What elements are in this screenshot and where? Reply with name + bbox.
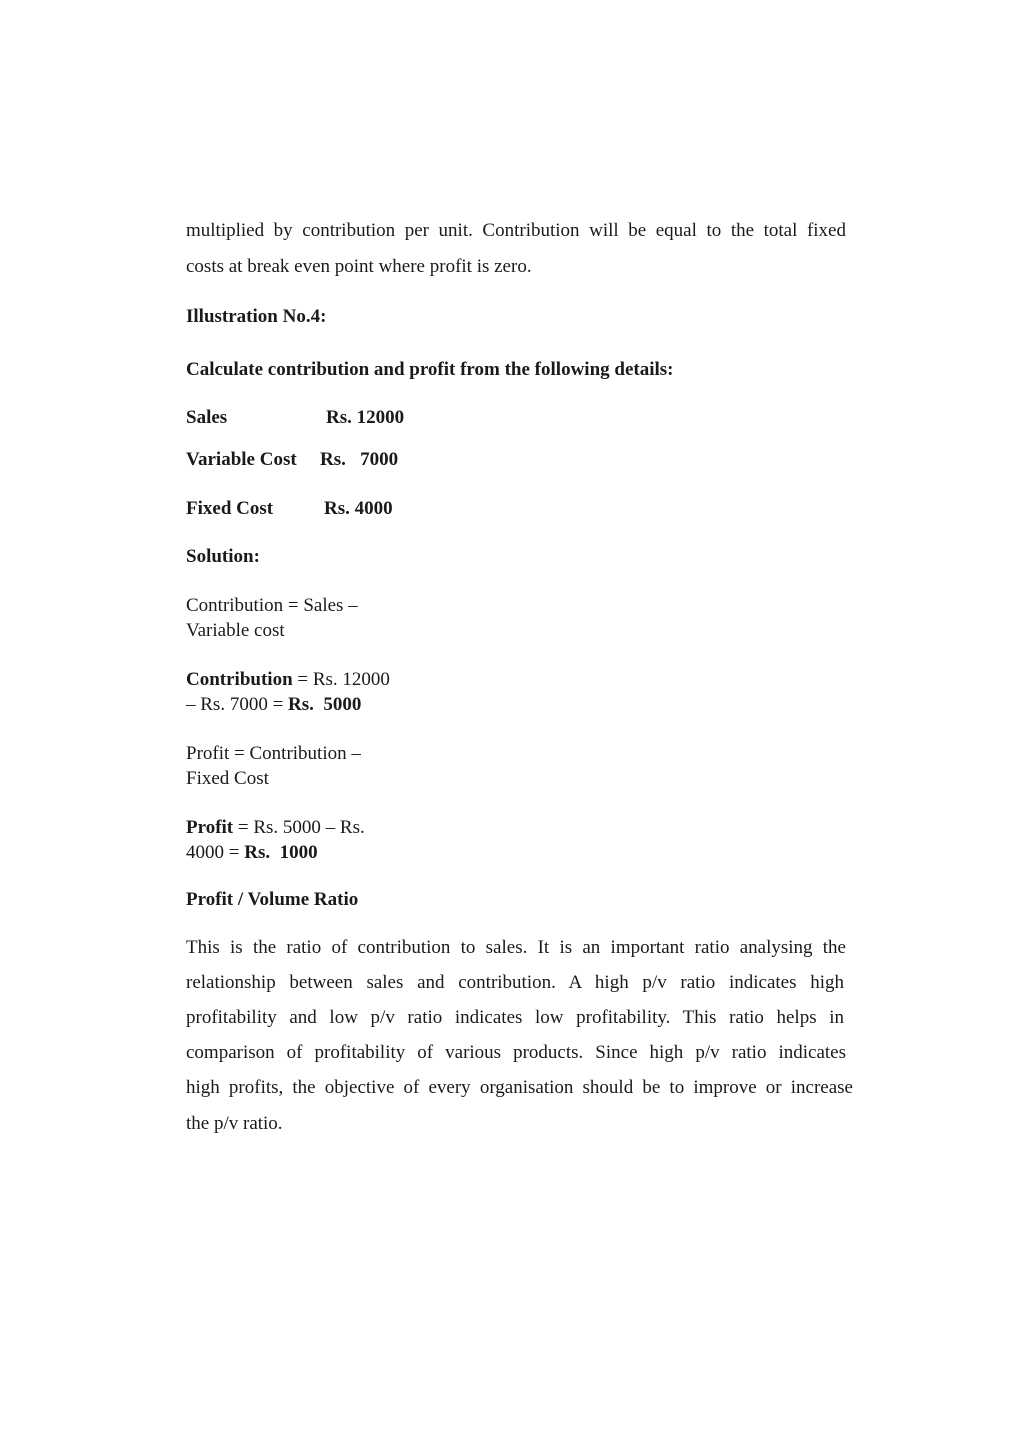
detail-fixed-cost: [186, 498, 393, 520]
formula-contribution-line-2: Variable cost: [186, 620, 285, 641]
pv-ratio-line-5: high profits, the objective of every organisation should be to improve or increase: [186, 1077, 853, 1098]
calc-contribution-prefix: – Rs. 7000 =: [186, 694, 289, 715]
calc-profit-term: Profit: [186, 817, 234, 838]
intro-line-2: costs at break even point where profit is zero.: [186, 256, 532, 277]
intro-line-1: multiplied by contribution per unit. Contribution will be equal to the total fixed: [186, 220, 846, 241]
calc-contribution-line-2: [186, 692, 390, 717]
pv-ratio-line-6: the p/v ratio.: [186, 1113, 283, 1134]
calc-profit-prefix: 4000 =: [186, 842, 245, 863]
pv-ratio-line-2: relationship between sales and contribution. A high p/v ratio indicates high: [186, 972, 844, 993]
calc-profit-line-2: [186, 840, 365, 865]
formula-profit-line-1: Profit = Contribution –: [186, 743, 361, 764]
detail-sales-value: Rs. 12000: [326, 407, 405, 428]
pv-ratio-line-4: comparison of profitability of various products. Since high p/v ratio indicates: [186, 1042, 846, 1063]
detail-fixed-cost-value: Rs. 4000: [324, 498, 393, 519]
detail-sales: [186, 407, 404, 429]
calc-profit-result: Rs. 1000: [244, 842, 318, 863]
calc-profit: [186, 815, 365, 865]
calc-profit-rest: = Rs. 5000 – Rs.: [233, 817, 365, 838]
formula-contribution-line-1: Contribution = Sales –: [186, 595, 358, 616]
formula-profit-line-2: Fixed Cost: [186, 768, 269, 789]
calc-profit-line-1: [186, 815, 365, 840]
detail-variable-cost-label: Variable Cost: [186, 449, 297, 470]
calc-contribution: [186, 667, 390, 717]
pv-ratio-line-3: profitability and low p/v ratio indicates low profitability. This ratio helps in: [186, 1007, 844, 1028]
detail-fixed-cost-label: Fixed Cost: [186, 498, 274, 519]
detail-variable-cost-value: Rs. 7000: [320, 449, 399, 470]
calc-contribution-term: Contribution: [186, 669, 293, 690]
detail-variable-cost: [186, 449, 398, 471]
detail-sales-label: Sales: [186, 407, 228, 428]
calc-contribution-result: Rs. 5000: [288, 694, 362, 715]
formula-contribution: [186, 593, 358, 643]
pv-ratio-heading: Profit / Volume Ratio: [186, 889, 359, 910]
illustration-title: Illustration No.4:: [186, 306, 327, 327]
formula-profit: [186, 741, 361, 791]
calc-contribution-rest: = Rs. 12000: [292, 669, 390, 690]
solution-heading: Solution:: [186, 546, 260, 567]
pv-ratio-line-1: This is the ratio of contribution to sales. It is an important ratio analysing the: [186, 937, 846, 958]
calc-contribution-line-1: [186, 667, 390, 692]
illustration-question: Calculate contribution and profit from the following details:: [186, 359, 674, 380]
